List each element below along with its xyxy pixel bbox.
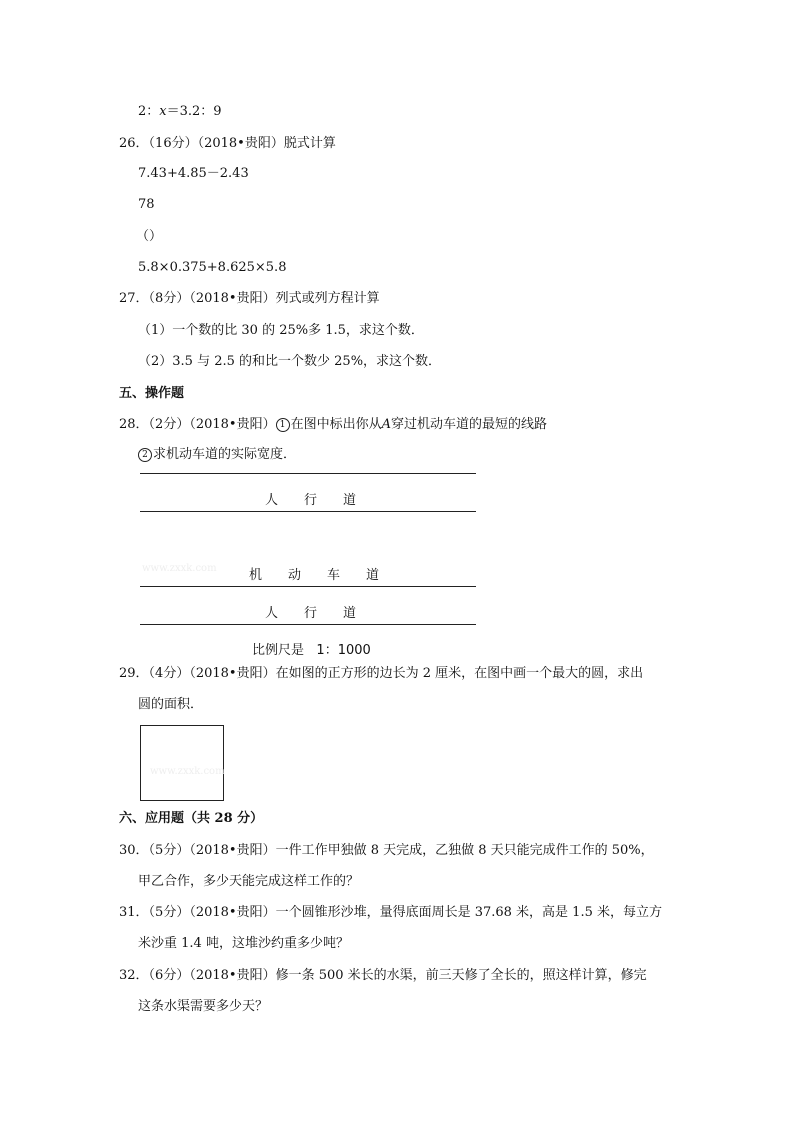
circled-one-icon: 1 [276, 418, 290, 432]
question-29-line-1: 29．（4分）（2018•贵阳）在如图的正方形的边长为 2 厘米，在图中画一个最大的圆，求出 [119, 666, 644, 681]
scale-text: 比例尺是 1：1000 [252, 643, 371, 658]
variable-x: x [159, 104, 167, 119]
q27-part-2: （2）3.5 与 2.5 的和比一个数少 25%，求这个数． [138, 354, 442, 369]
question-27-title: 27．（8分）（2018•贵阳）列式或列方程计算 [119, 291, 380, 306]
road-line-2 [140, 511, 476, 512]
sidewalk-top-label: 人 行 道 [265, 493, 357, 508]
q26-expression-1: 7.43+4.85－2.43 [138, 166, 249, 181]
road-line-bottom [140, 624, 476, 625]
q26-expression-4: 5.8×0.375+8.625×5.8 [138, 260, 287, 275]
road-line-top [140, 473, 476, 474]
question-30-line-2: 甲乙合作，多少天能完成这样工作的？ [138, 874, 360, 889]
road-watermark: www.zxxk.com [142, 563, 217, 574]
square-watermark: www.zxxk.com [150, 766, 225, 777]
question-29-line-2: 圆的面积． [138, 697, 204, 712]
point-a-label: A [381, 417, 391, 432]
section-5-heading: 五、操作题 [119, 386, 185, 401]
q26-expression-3: （） [136, 229, 163, 244]
equation-line: 2：x＝3.2：9 [138, 104, 222, 119]
question-30-line-1: 30．（5分）（2018•贵阳）一件工作甲独做 8 天完成，乙独做 8 天只能完成件工作的 50%， [119, 843, 654, 858]
question-28-line-2: 2 求机动车道的实际宽度． [138, 447, 296, 463]
question-32-line-2: 这条水渠需要多少天？ [138, 999, 269, 1014]
q27-part-1: （1）一个数的比 30 的 25%多 1.5，求这个数． [138, 323, 424, 338]
square-figure [140, 725, 224, 801]
section-6-heading: 六、应用题（共 28 分） [119, 811, 264, 826]
question-31-line-2: 米沙重 1.4 吨，这堆沙约重多少吨？ [138, 936, 349, 951]
road-line-3 [140, 586, 476, 587]
motor-lane-label: 机 动 车 道 [249, 568, 380, 583]
circled-two-icon: 2 [138, 448, 152, 462]
question-32-line-1: 32．（6分）（2018•贵阳）修一条 500 米长的水渠，前三天修了全长的，照这样计算，修完 [119, 968, 647, 983]
question-26-title: 26．（16分）（2018•贵阳）脱式计算 [119, 136, 336, 151]
q26-expression-2: 78 [138, 197, 155, 212]
question-31-line-1: 31．（5分）（2018•贵阳）一个圆锥形沙堆，量得底面周长是 37.68 米，高是 1.5 米，每立方 [119, 905, 662, 920]
sidewalk-bottom-label: 人 行 道 [265, 606, 357, 621]
question-28-line-1: 28．（2分）（2018•贵阳） 1 在图中标出你从A穿过机动车道的最短的线路 [119, 417, 547, 432]
